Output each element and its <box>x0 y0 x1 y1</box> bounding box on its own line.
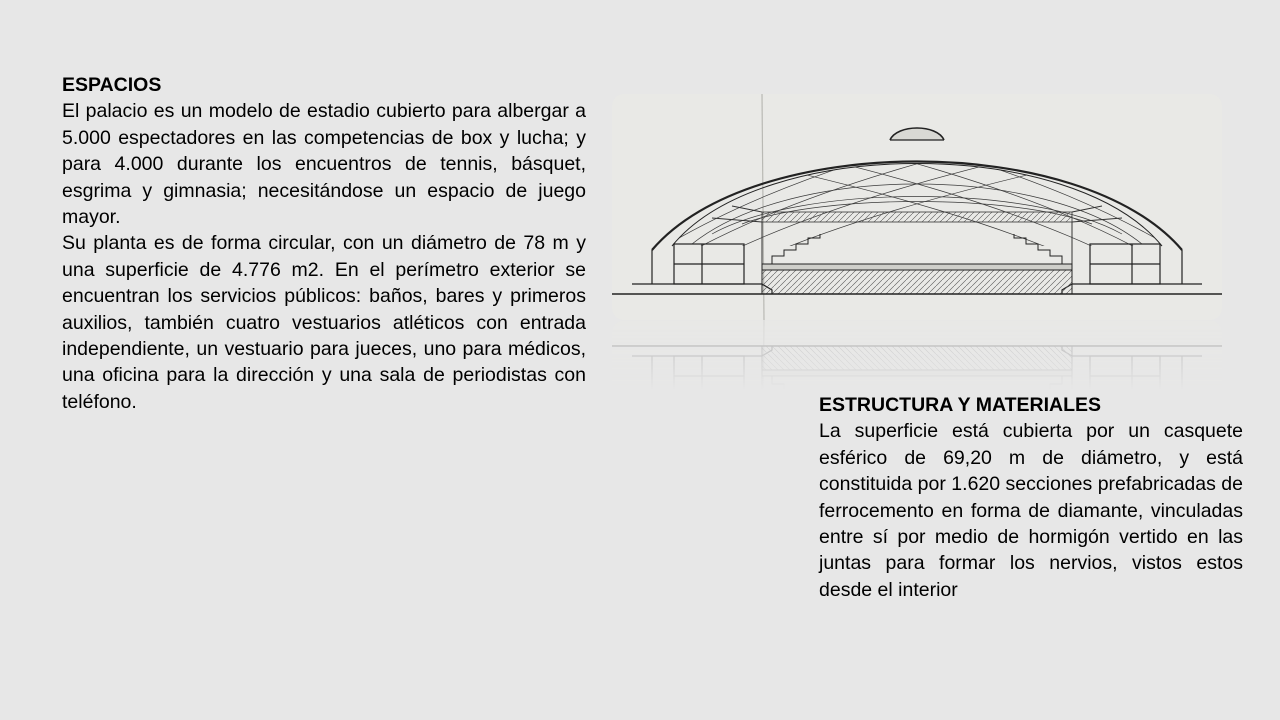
drawing-reflection <box>612 320 1222 390</box>
arena-floor <box>762 264 1072 270</box>
espacios-section <box>62 72 586 415</box>
clerestory-band <box>762 212 1072 222</box>
foundation <box>762 346 1072 370</box>
arena-floor <box>762 370 1072 376</box>
foundation <box>762 270 1072 294</box>
stadium-section-drawing <box>612 94 1222 320</box>
reflection-image <box>612 320 1222 390</box>
espacios-paragraph-1: El palacio es un modelo de estadio cubierto para albergar a 5.000 espectadores en las competencias de box y lucha; y para 4.000 durante los encuentros de tennis, básquet, esgrima y gimnasia; necesitándose un espacio de juego mayor. <box>62 100 586 229</box>
espacios-heading: ESPACIOS <box>62 74 162 96</box>
estructura-heading: ESTRUCTURA Y MATERIALES <box>819 394 1102 416</box>
espacios-paragraph-2: Su planta es de forma circular, con un diámetro de 78 m y una superficie de 4.776 m2. En el perímetro exterior se encuentran los servicios públicos: baños, bares y primeros auxilios, también cuatro vestuarios atléticos con entrada independiente, un vestuario para jueces, uno para médicos, una oficina para la dirección y una sala de periodistas con teléfono. <box>62 232 586 413</box>
section-drawing-image <box>612 94 1222 320</box>
estructura-section <box>819 392 1243 603</box>
estructura-paragraph: La superficie está cubierta por un casquete esférico de 69,20 m de diámetro, y está constituida por 1.620 secciones prefabricadas de ferrocemento en forma de diamante, vinculadas entre sí por medio de hormigón vertido en las juntas para formar los nervios, vistos estos desde el interior <box>819 420 1243 601</box>
